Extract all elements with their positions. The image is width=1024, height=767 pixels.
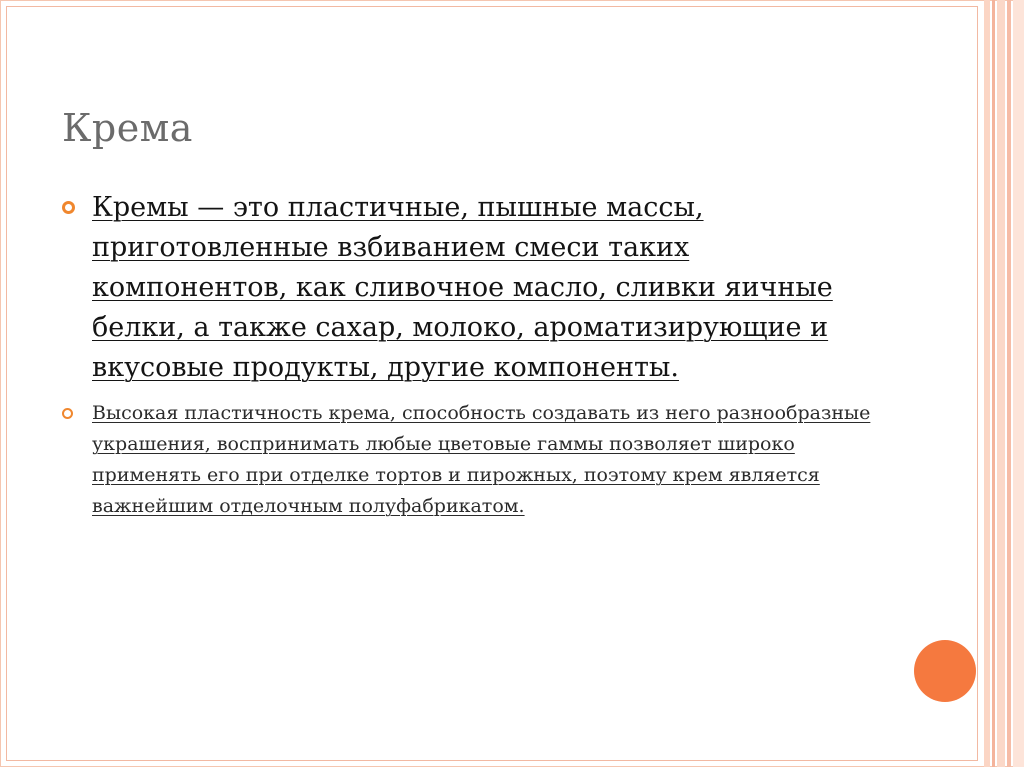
decorative-stripe bbox=[997, 0, 1005, 767]
bullet-item-definition bbox=[60, 188, 880, 388]
bullet-list bbox=[60, 188, 880, 522]
bullet-ring-icon bbox=[62, 201, 75, 214]
decorative-stripe bbox=[984, 0, 990, 767]
bullet-ring-icon bbox=[62, 408, 73, 419]
decorative-stripe bbox=[1013, 0, 1024, 767]
decorative-stripe bbox=[992, 0, 995, 767]
bullet-text-definition[interactable]: Кремы — это пластичные, пышные массы, приготовленные взбиванием смеси таких компонентов, как сливочное масло, сливки яичные белки, а также сахар, молоко, ароматизирующие и вкусовые продукты, другие компоненты. bbox=[92, 192, 833, 383]
slide-title: Крема bbox=[62, 106, 193, 150]
bullet-text-plasticity[interactable]: Высокая пластичность крема, способность создавать из него разнообразные украшения, воспринимать любые цветовые гаммы позволяет широко применять его при отделке тортов и пирожных, поэтому крем является важнейшим отделочным полуфабрикатом. bbox=[92, 402, 871, 517]
decorative-circle-icon bbox=[914, 640, 976, 702]
bullet-item-plasticity bbox=[60, 398, 880, 522]
decorative-stripe bbox=[1007, 0, 1011, 767]
